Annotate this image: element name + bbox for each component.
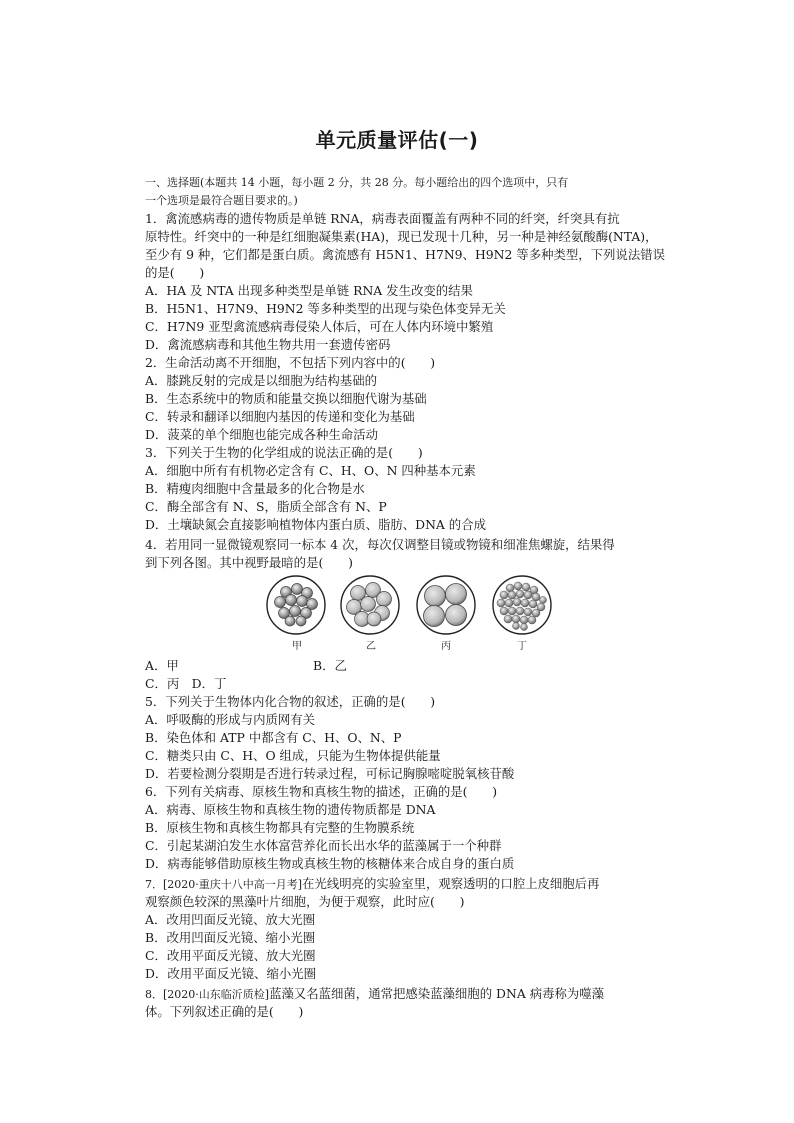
q5-stem: 5．下列关于生物体内化合物的叙述，正确的是( ) (145, 694, 436, 709)
field-yi-icon (341, 576, 399, 634)
figure-label-jia: 甲 (292, 641, 302, 652)
figure-label-bing: 丙 (441, 641, 451, 652)
q5-option-d: D．若要检测分裂期是否进行转录过程，可标记胸腺嘧啶脱氧核苷酸 (145, 766, 515, 781)
q7-source: 7．[2020·重庆十八中高一月考] (145, 878, 303, 891)
q3-option-d: D．土壤缺氮会直接影响植物体内蛋白质、脂肪、DNA 的合成 (145, 517, 486, 532)
q2-option-d: D．菠菜的单个细胞也能完成各种生命活动 (145, 427, 378, 442)
q3-option-c: C．酶全部含有 N、S，脂质全部含有 N、P (145, 499, 387, 514)
q8-stem-line (145, 985, 604, 1004)
field-jia-icon (267, 576, 325, 634)
q5-option-c: C．糖类只由 C、H、O 组成，只能为生物体提供能量 (145, 748, 441, 763)
q2-option-a: A．膝跳反射的完成是以细胞为结构基础的 (145, 373, 377, 388)
q6-option-b: B．原核生物和真核生物都具有完整的生物膜系统 (145, 820, 415, 835)
q8-source: 8．[2020·山东临沂质检] (145, 988, 270, 1001)
q4-option-b: B．乙 (313, 658, 347, 673)
q7-stem-line2: 观察颜色较深的黑藻叶片细胞，为便于观察，此时应( ) (145, 894, 465, 909)
section-heading-line2: 一个选项是最符合题目要求的。) (145, 194, 298, 207)
q4-stem-line: 到下列各图。其中视野最暗的是( ) (145, 555, 353, 570)
q1-stem-line: 的是( ) (145, 265, 205, 280)
section-heading-line1: 一、选择题(本题共 14 小题，每小题 2 分，共 28 分。每小题给出的四个选项中，只有 (145, 176, 569, 189)
q6-stem: 6．下列有关病毒、原核生物和真核生物的描述，正确的是( ) (145, 784, 498, 799)
q2-stem: 2．生命活动离不开细胞，不包括下列内容中的( ) (145, 355, 436, 370)
q3-stem: 3．下列关于生物的化学组成的说法正确的是( ) (145, 445, 423, 460)
q6-option-a: A．病毒、原核生物和真核生物的遗传物质都是 DNA (145, 802, 436, 817)
q6-option-c: C．引起某湖泊发生水体富营养化而长出水华的蓝藻属于一个种群 (145, 838, 502, 853)
q1-stem-line: 1．禽流感病毒的遗传物质是单链 RNA，病毒表面覆盖有两种不同的纤突，纤突具有抗 (145, 211, 620, 226)
q5-option-a: A．呼吸酶的形成与内质网有关 (145, 712, 316, 727)
figure-label-ding: 丁 (517, 641, 527, 652)
q1-option-b: B．H5N1、H7N9、H9N2 等多种类型的出现与染色体变异无关 (145, 301, 506, 316)
q8-stem-rest: 蓝藻又名蓝细菌，通常把感染蓝藻细胞的 DNA 病毒称为噬藻 (269, 986, 605, 1001)
field-bing-icon (417, 576, 475, 634)
figure-label-yi: 乙 (366, 641, 376, 652)
q7-stem-rest: 在光线明亮的实验室里，观察透明的口腔上皮细胞后再 (302, 876, 600, 891)
q4-option-cd: C．丙 D．丁 (145, 676, 227, 691)
q6-option-d: D．病毒能够借助原核生物或真核生物的核糖体来合成自身的蛋白质 (145, 856, 515, 871)
q1-option-c: C．H7N9 亚型禽流感病毒侵染人体后，可在人体内环境中繁殖 (145, 319, 494, 334)
q7-stem-line (145, 875, 599, 894)
field-ding-icon (493, 576, 551, 634)
q4-stem-line: 4．若用同一显微镜观察同一标本 4 次，每次仅调整目镜或物镜和细准焦螺旋，结果得 (145, 537, 615, 552)
q3-option-a: A．细胞中所有有机物必定含有 C、H、O、N 四种基本元素 (145, 463, 476, 478)
q7-option-d: D．改用平面反光镜、缩小光圈 (145, 966, 317, 981)
q2-option-c: C．转录和翻译以细胞内基因的传递和变化为基础 (145, 409, 415, 424)
page-title: 单元质量评估(一) (315, 128, 479, 152)
q3-option-b: B．精瘦肉细胞中含量最多的化合物是水 (145, 481, 365, 496)
q1-option-a: A．HA 及 NTA 出现多种类型是单链 RNA 发生改变的结果 (145, 283, 473, 298)
q5-option-b: B．染色体和 ATP 中都含有 C、H、O、N、P (145, 730, 402, 745)
q1-option-d: D．禽流感病毒和其他生物共用一套遗传密码 (145, 337, 391, 352)
q1-stem-line: 原特性。纤突中的一种是红细胞凝集素(HA)，现已发现十几种，另一种是神经氨酸酶(NTA)， (145, 229, 658, 244)
q7-option-b: B．改用凹面反光镜、缩小光圈 (145, 930, 316, 945)
q8-stem-line2: 体。下列叙述正确的是( ) (145, 1004, 304, 1019)
q2-option-b: B．生态系统中的物质和能量交换以细胞代谢为基础 (145, 391, 427, 406)
q7-option-c: C．改用平面反光镜、放大光圈 (145, 948, 316, 963)
q1-stem-line: 至少有 9 种，它们都是蛋白质。禽流感有 H5N1、H7N9、H9N2 等多种类型，下列说法错误 (145, 247, 665, 262)
q4-option-a: A．甲 (145, 658, 179, 673)
q7-option-a: A．改用凹面反光镜、放大光圈 (145, 912, 316, 927)
